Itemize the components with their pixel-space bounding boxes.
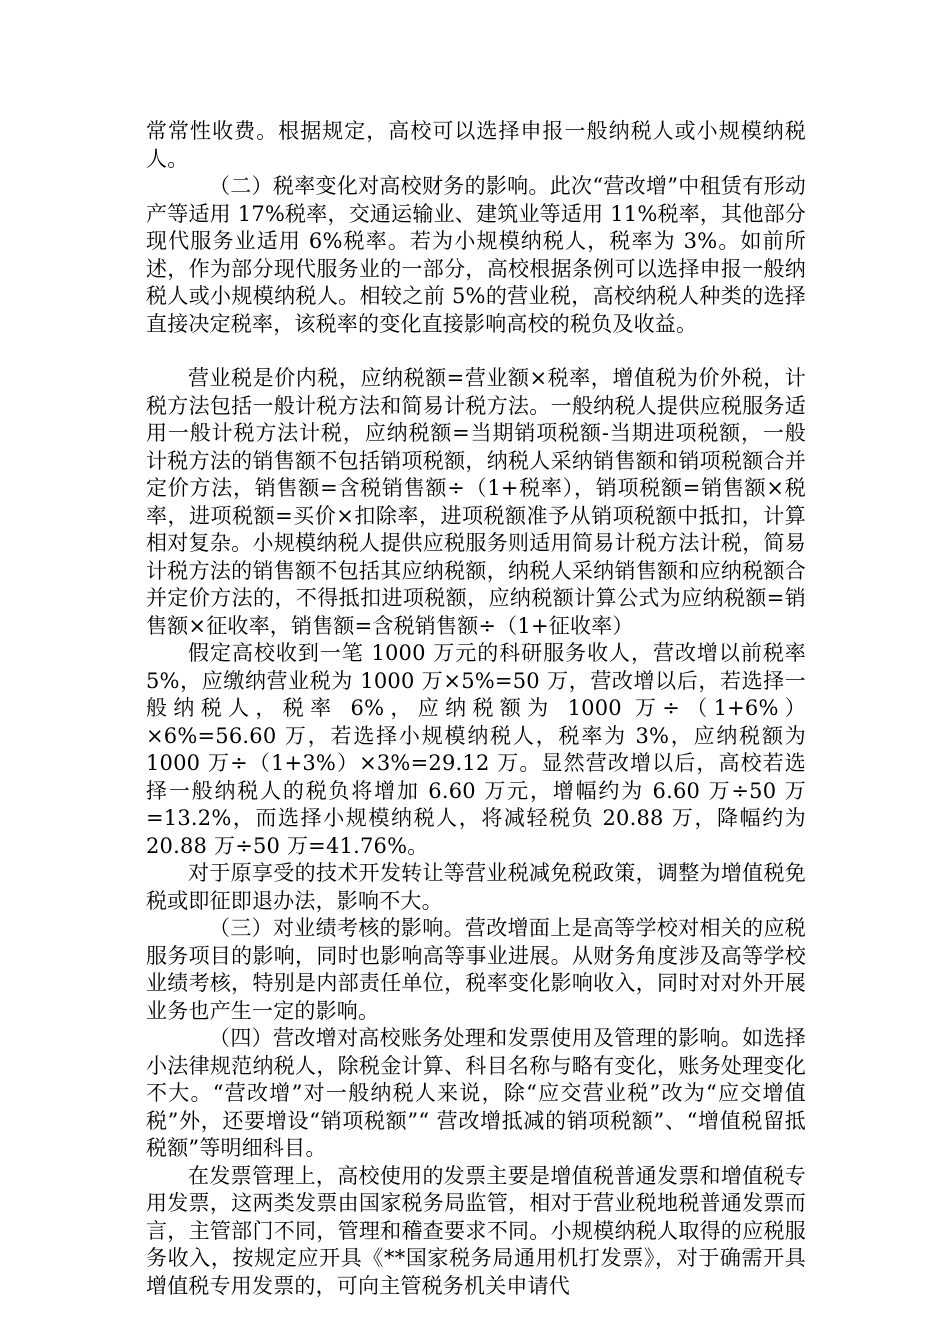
document-page xyxy=(146,118,806,1300)
paragraph-accounting: （四）营改增对高校账务处理和发票使用及管理的影响。如选择小法律规范纳税人，除税金计算、科目名称与略有变化，账务处理变化不大。“营改增”对一般纳税人来说，除“应交营业税”改为“应交增值税”外，还要增设“销项税额”“ 营改增抵减的销项税额”、“增值税留抵税额”等明细科目。 xyxy=(146,1026,806,1160)
paragraph-continuation: 常常性收费。根据规定，高校可以选择申报一般纳税人或小规模纳税人。 xyxy=(146,119,806,171)
paragraph-tax-calculation: 营业税是价内税，应纳税额=营业额×税率，增值税为价外税，计税方法包括一般计税方法和简易计税方法。一般纳税人提供应税服务适用一般计税方法计税，应纳税额=当期销项税额-当期进项税额，一般计税方法的销售额不包括销项税额，纳税人采纳销售额和销项税额合并定价方法，销售额=含税销售额÷（1+税率），销项税额=销售额×税率，进项税额=买价×扣除率，进项税额准予从销项税额中抵扣，计算相对复杂。小规模纳税人提供应税服务则适用简易计税方法计税，简易计税方法的销售额不包括其应纳税额，纳税人采纳销售额和应纳税额合并定价方法的，不得抵扣进项税额，应纳税额计算公式为应纳税额=销售额×征收率，销售额=含税销售额÷（1+征收率） xyxy=(146,366,806,638)
paragraph-exemption: 对于原享受的技术开发转让等营业税减免税政策，调整为增值税免税或即征即退办法，影响不大。 xyxy=(146,861,806,913)
paragraph-example: 假定高校收到一笔 1000 万元的科研服务收人，营改增以前税率 5%，应缴纳营业税为 1000 万×5%=50 万，营改增以后，若选择一般纳税人，税率 6%，应纳税额为 1000 万÷（1+6%）×6%=56.60 万，若选择小规模纳税人，税率为 3%，应纳税额为 1000 万÷（1+3%）×3%=29.12 万。显然营改增以后，高校若选择一般纳税人的税负将增加 6.60 万元，增幅约为 6.60 万÷50 万=13.2%，而选择小规模纳税人，将减轻税负 20.88 万，降幅约为 20.88 万÷50 万=41.76%。 xyxy=(146,641,806,858)
paragraph-tax-rate-impact: （二）税率变化对高校财务的影响。此次“营改增”中租赁有形动产等适用 17%税率，交通运输业、建筑业等适用 11%税率，其他部分现代服务业适用 6%税率。若为小规模纳税人，税率为 3%。如前所述，作为部分现代服务业的一部分，高校根据条例可以选择申报一般纳税人或小规模纳税人。相较之前 5%的营业税，高校纳税人种类的选择直接决定税率，该税率的变化直接影响高校的税负及收益。 xyxy=(146,174,806,336)
paragraph-performance: （三）对业绩考核的影响。营改增面上是高等学校对相关的应税服务项目的影响，同时也影响高等事业进展。从财务角度涉及高等学校业绩考核，特别是内部责任单位，税率变化影响收入，同时对对外开展业务也产生一定的影响。 xyxy=(146,916,806,1023)
paragraph-invoice: 在发票管理上，高校使用的发票主要是增值税普通发票和增值税专用发票，这两类发票由国家税务局监管，相对于营业税地税普通发票而言，主管部门不同，管理和稽查要求不同。小规模纳税人取得的应税服务收入，按规定应开具《**国家税务局通用机打发票》，对于确需开具增值税专用发票的，可向主管税务机关申请代 xyxy=(146,1163,806,1298)
paragraph-gap xyxy=(146,338,806,365)
